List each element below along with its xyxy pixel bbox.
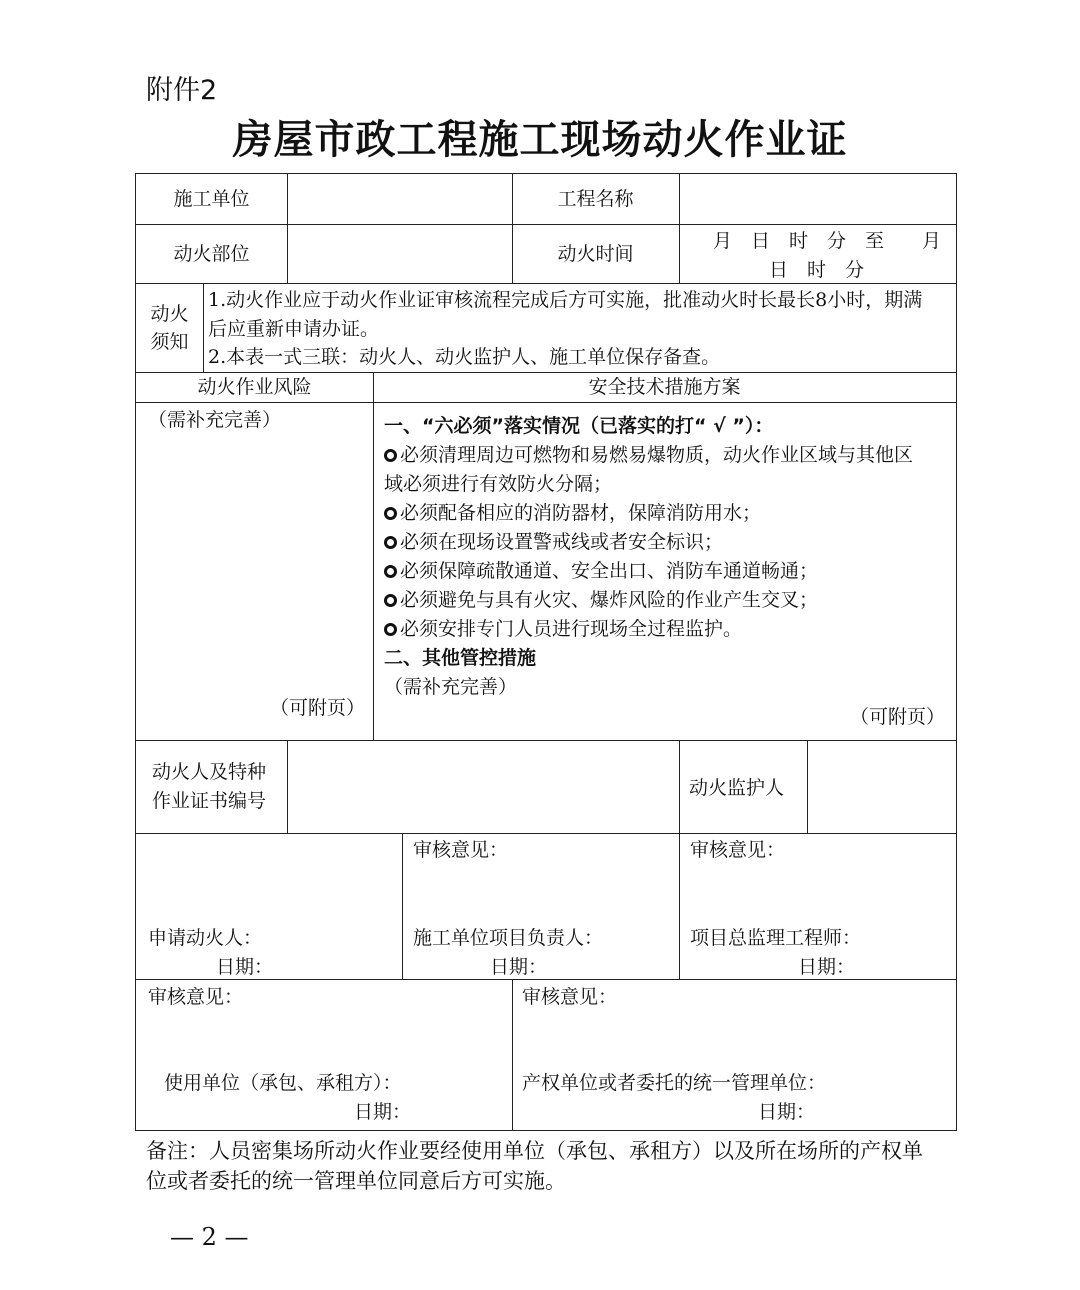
col-divider — [512, 979, 513, 1131]
fire-time-label: 动火时间 — [557, 243, 634, 265]
risk-supplement: （需补充完善） — [148, 409, 282, 431]
measures-header: 安全技术措施方案 — [588, 376, 741, 398]
user-unit-date[interactable]: 日期： — [354, 1101, 412, 1123]
notice-line2: 后应重新申请办证。 — [208, 318, 380, 340]
measure-item-2[interactable]: 必须配备相应的消防器材，保障消防用水； — [384, 499, 949, 528]
risk-attach-page: （可附页） — [270, 697, 366, 719]
property-unit-date[interactable]: 日期： — [758, 1101, 816, 1123]
project-name-label: 工程名称 — [557, 188, 634, 210]
col-divider — [373, 372, 374, 740]
col-divider — [203, 283, 204, 372]
measure-item-1-cont: 域必须进行有效防火分隔； — [384, 473, 613, 495]
fire-time-line1[interactable]: 月 日 时 分 至 月 — [713, 230, 942, 252]
property-unit-label[interactable]: 产权单位或者委托的统一管理单位： — [522, 1072, 827, 1094]
construction-leader-label[interactable]: 施工单位项目负责人： — [413, 927, 604, 949]
col-divider — [402, 833, 403, 979]
section1-title: 一、“六必须”落实情况（已落实的打“ √ ”）： — [384, 415, 774, 437]
notice-label-line1: 动火 — [150, 303, 189, 325]
worker-label-line2: 作业证书编号 — [152, 790, 267, 812]
measure-item-3[interactable]: 必须在现场设置警戒线或者安全标识； — [384, 528, 949, 557]
col-divider — [287, 174, 288, 283]
fire-location-field[interactable] — [289, 226, 510, 281]
note-line2: 位或者委托的统一管理单位同意后方可实施。 — [146, 1169, 566, 1193]
bullet-circle-icon — [384, 565, 397, 578]
applicant-date[interactable]: 日期： — [216, 956, 274, 978]
measures-attach-page: （可附页） — [850, 706, 946, 728]
col-divider — [287, 740, 288, 833]
col-divider — [807, 740, 808, 833]
notice-label-line2: 须知 — [150, 331, 189, 353]
applicant-label[interactable]: 申请动火人： — [148, 927, 263, 949]
notice-line3: 2.本表一式三联：动火人、动火监护人、施工单位保存备查。 — [208, 346, 721, 368]
construction-unit-label: 施工单位 — [173, 188, 250, 210]
bullet-circle-icon — [384, 449, 397, 462]
measure-item-6[interactable]: 必须安排专门人员进行现场全过程监护。 — [384, 615, 949, 644]
col-divider — [679, 740, 680, 833]
measure-item-4[interactable]: 必须保障疏散通道、安全出口、消防车通道畅通； — [384, 557, 949, 586]
worker-field[interactable] — [289, 742, 677, 831]
form-title: 房屋市政工程施工现场动火作业证 — [232, 117, 848, 163]
permit-form — [135, 173, 957, 1131]
row-divider — [136, 402, 956, 403]
chief-supervisor-label[interactable]: 项目总监理工程师： — [690, 927, 862, 949]
measures-list — [384, 412, 949, 702]
measures-supplement: （需补充完善） — [384, 676, 518, 698]
user-unit-opinion-label[interactable]: 审核意见： — [148, 986, 244, 1008]
bullet-circle-icon — [384, 623, 397, 636]
attachment-label: 附件2 — [146, 75, 218, 106]
risk-content-area[interactable] — [138, 436, 371, 686]
note-line1: 备注：人员密集场所动火作业要经使用单位（承包、承租方）以及所在场所的产权单 — [146, 1139, 923, 1163]
fire-time-line2[interactable]: 日 时 分 — [769, 259, 865, 281]
fire-location-label: 动火部位 — [173, 243, 250, 265]
row-divider — [136, 740, 956, 741]
notice-line1: 1.动火作业应于动火作业证审核流程完成后方可实施，批准动火时长最长8小时，期满 — [208, 289, 923, 311]
footer-note — [146, 1136, 956, 1196]
supervisor-date[interactable]: 日期： — [798, 956, 856, 978]
project-name-field[interactable] — [681, 176, 953, 222]
bullet-circle-icon — [384, 536, 397, 549]
supervisor-opinion-label[interactable]: 审核意见： — [690, 839, 786, 861]
risk-header: 动火作业风险 — [197, 376, 312, 398]
construction-opinion-label[interactable]: 审核意见： — [413, 839, 509, 861]
col-divider — [679, 174, 680, 283]
col-divider — [679, 833, 680, 979]
bullet-circle-icon — [384, 507, 397, 520]
row-divider — [136, 833, 956, 834]
worker-label-line1: 动火人及特种 — [152, 761, 267, 783]
guardian-label: 动火监护人 — [689, 777, 785, 799]
bullet-circle-icon — [384, 594, 397, 607]
construction-date[interactable]: 日期： — [490, 956, 548, 978]
row-divider — [136, 224, 956, 225]
measure-item-1[interactable]: 必须清理周边可燃物和易燃易爆物质，动火作业区域与其他区 — [384, 441, 949, 470]
construction-unit-field[interactable] — [289, 176, 510, 222]
property-unit-opinion-label[interactable]: 审核意见： — [522, 986, 618, 1008]
guardian-field[interactable] — [809, 742, 953, 831]
user-unit-label[interactable]: 使用单位（承包、承租方）： — [164, 1072, 402, 1094]
section2-title: 二、其他管控措施 — [384, 647, 537, 669]
measure-item-5[interactable]: 必须避免与具有火灾、爆炸风险的作业产生交叉； — [384, 586, 949, 615]
page-number: — 2 — — [170, 1223, 249, 1251]
